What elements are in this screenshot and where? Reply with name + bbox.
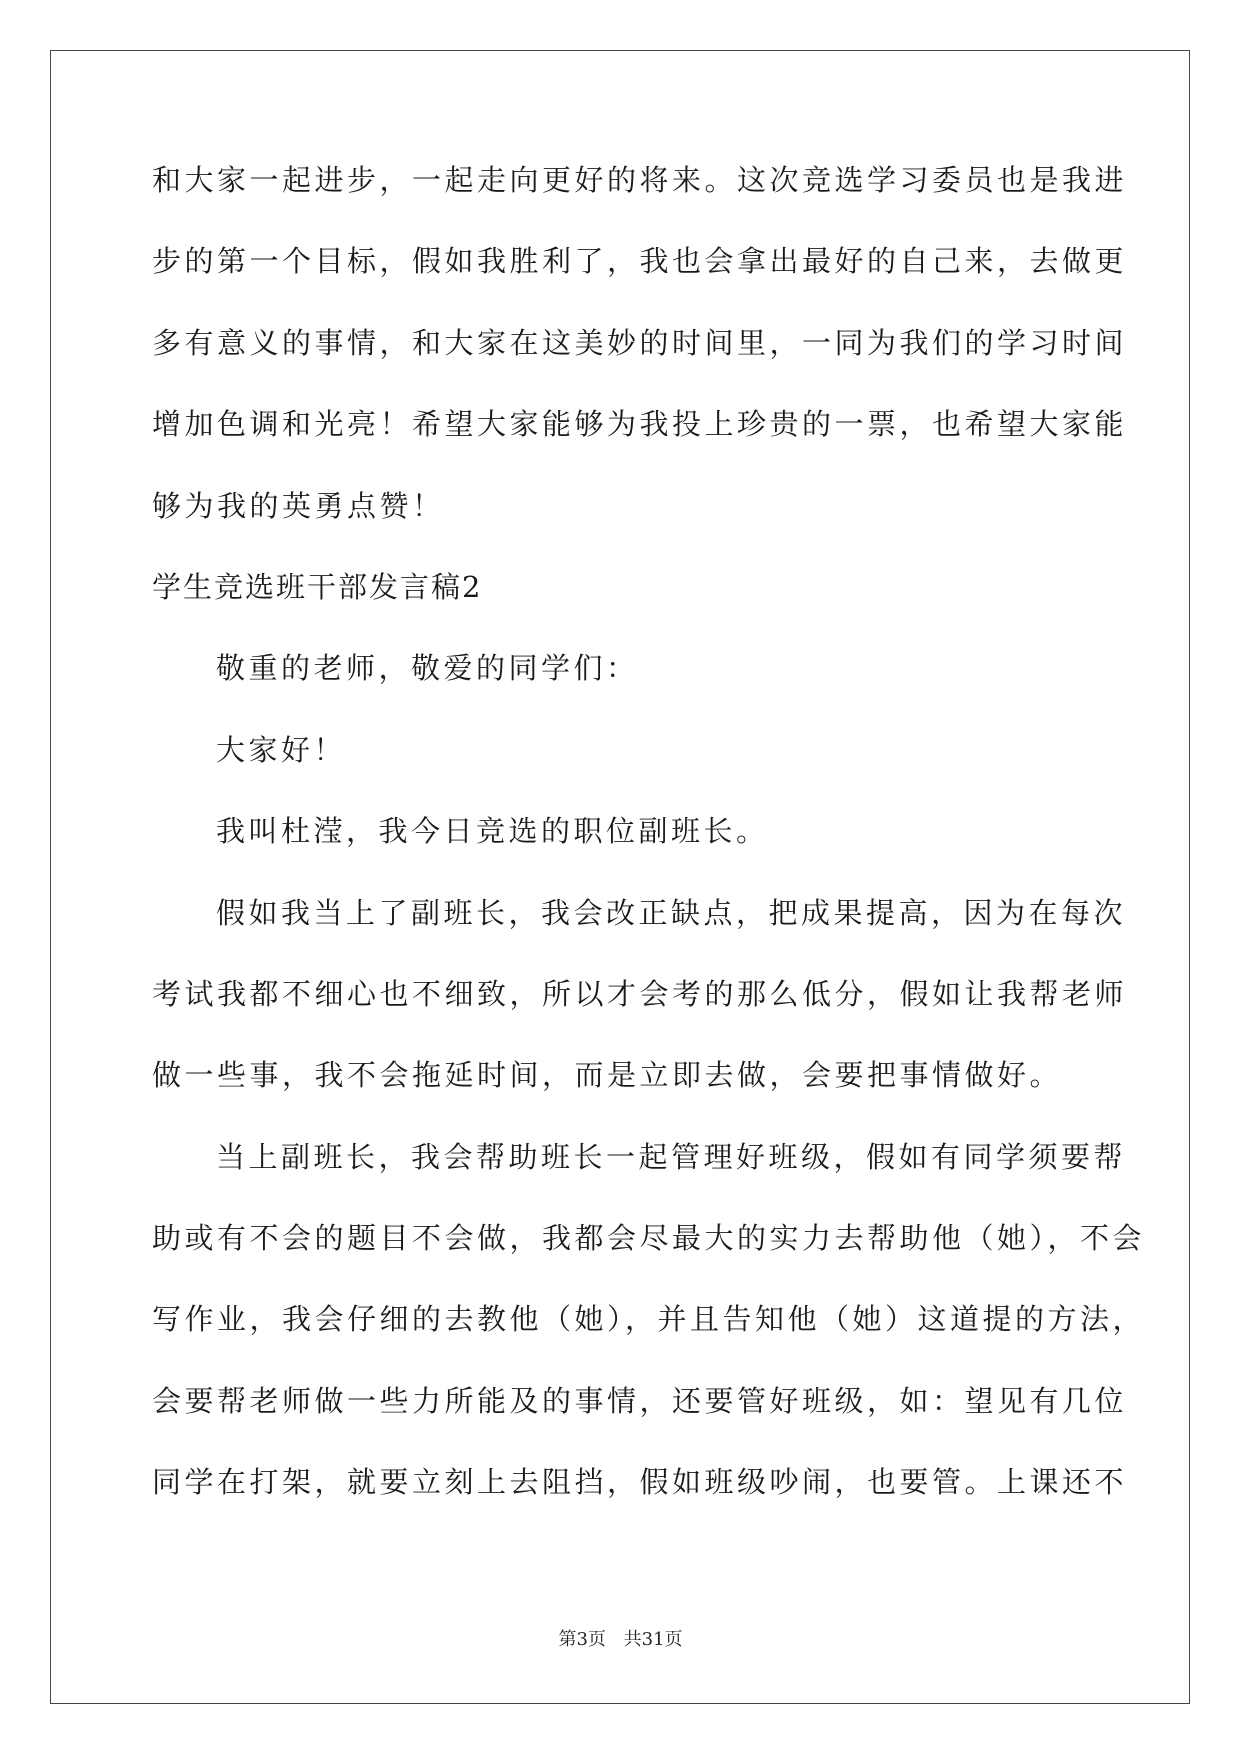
body-line: 增加色调和光亮！希望大家能够为我投上珍贵的一票，也希望大家能 [152, 407, 1128, 442]
paragraph-line: 写作业，我会仔细的去教他（她），并且告知他（她）这道提的方法， [152, 1302, 1146, 1337]
hello-line: 大家好！ [216, 732, 347, 767]
paragraph-line: 会要帮老师做一些力所能及的事情，还要管好班级，如：望见有几位 [152, 1383, 1128, 1418]
paragraph-line: 假如我当上了副班长，我会改正缺点，把成果提高，因为在每次 [216, 895, 1127, 930]
paragraph-line: 同学在打架，就要立刻上去阻挡，假如班级吵闹，也要管。上课还不 [152, 1465, 1128, 1500]
paragraph-line: 助或有不会的题目不会做，我都会尽最大的实力去帮助他（她），不会 [152, 1221, 1146, 1256]
page-footer [0, 1625, 1241, 1651]
section-title: 学生竞选班干部发言稿2 [152, 569, 483, 604]
body-line: 够为我的英勇点赞！ [152, 488, 445, 523]
page-total: 共31页 [623, 1629, 683, 1650]
paragraph-line: 做一些事，我不会拖延时间，而是立即去做，会要把事情做好。 [152, 1058, 1063, 1093]
greeting-line: 敬重的老师，敬爱的同学们： [216, 651, 639, 686]
paragraph-line: 当上副班长，我会帮助班长一起管理好班级，假如有同学须要帮 [216, 1139, 1127, 1174]
paragraph-line: 考试我都不细心也不细致，所以才会考的那么低分，假如让我帮老师 [152, 976, 1128, 1011]
body-line: 步的第一个目标，假如我胜利了，我也会拿出最好的自己来，去做更 [152, 244, 1128, 279]
document-body [152, 160, 1146, 1544]
body-line: 多有意义的事情，和大家在这美妙的时间里，一同为我们的学习时间 [152, 325, 1128, 360]
body-line: 和大家一起进步，一起走向更好的将来。这次竞选学习委员也是我进 [152, 163, 1128, 197]
intro-line: 我叫杜滢，我今日竞选的职位副班长。 [216, 814, 769, 849]
page-number: 第3页 [558, 1629, 606, 1650]
